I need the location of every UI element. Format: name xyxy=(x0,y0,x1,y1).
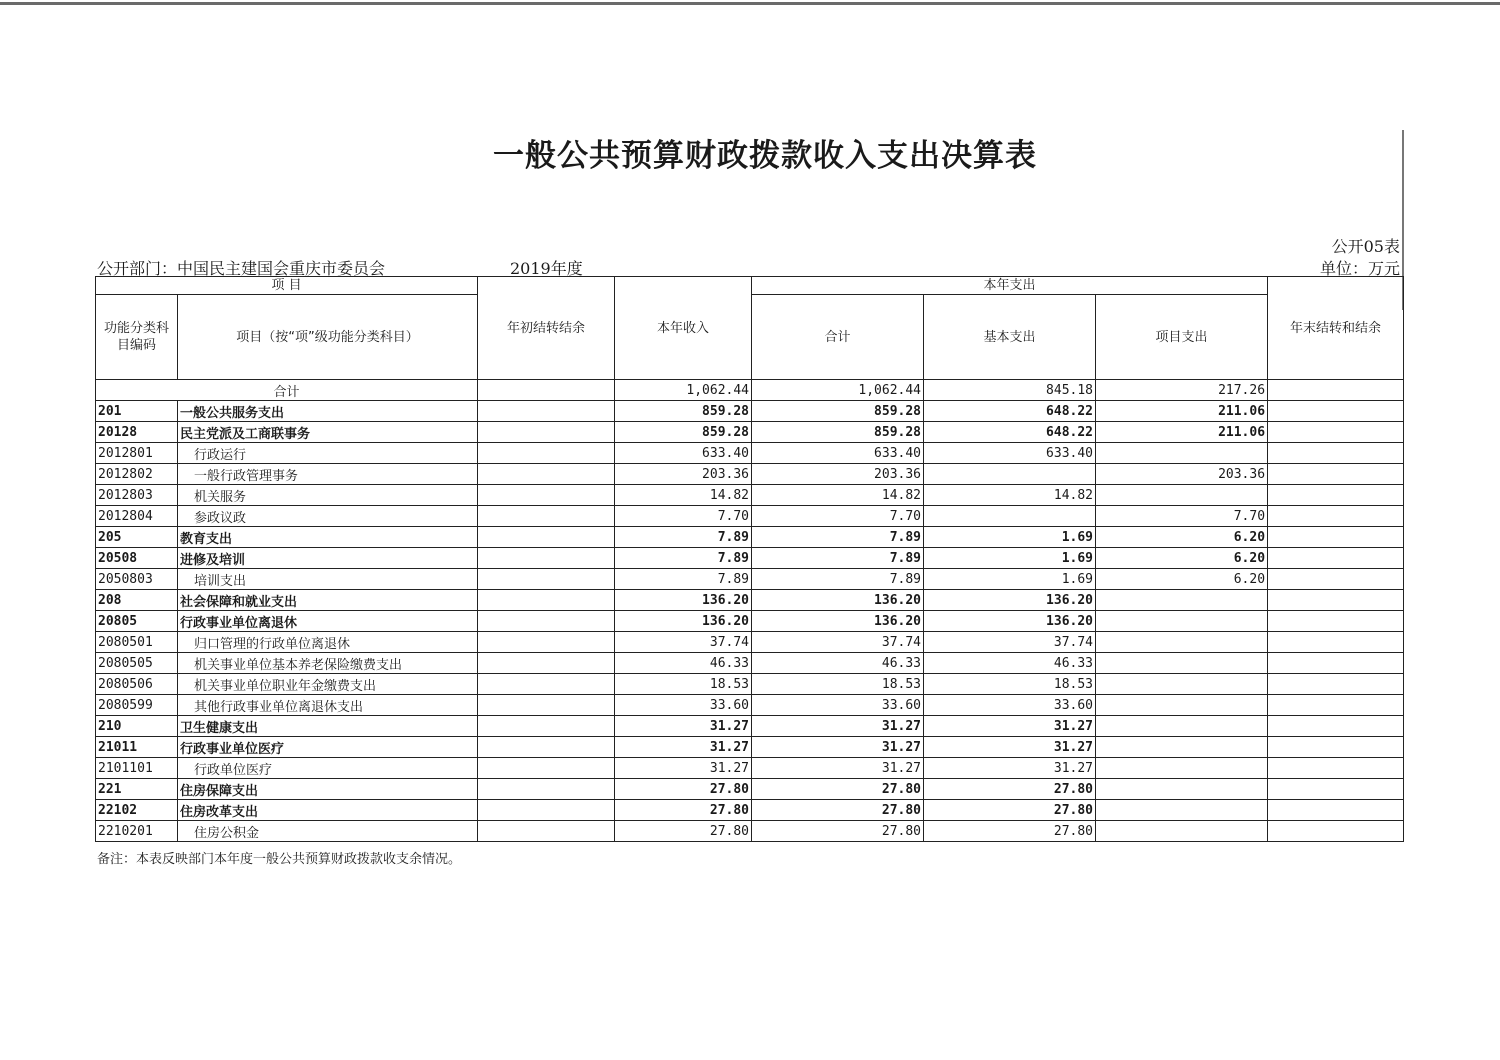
basic-expense-cell: 27.80 xyxy=(924,779,1096,800)
closing-cell xyxy=(1268,695,1404,716)
opening-balance-header: 年初结转结余 xyxy=(478,277,615,380)
table-row xyxy=(96,695,1404,716)
closing-cell xyxy=(1268,485,1404,506)
name-cell: 机关事业单位职业年金缴费支出 xyxy=(178,674,478,695)
project-expense-cell xyxy=(1096,632,1268,653)
opening-cell xyxy=(478,527,615,548)
opening-cell xyxy=(478,443,615,464)
expense-total-cell: 203.36 xyxy=(752,464,924,485)
opening-cell xyxy=(478,464,615,485)
code-cell: 2080505 xyxy=(96,653,178,674)
name-cell: 住房保障支出 xyxy=(178,779,478,800)
table-row xyxy=(96,485,1404,506)
basic-expense-cell: 136.20 xyxy=(924,611,1096,632)
basic-expense-cell: 1.69 xyxy=(924,569,1096,590)
opening-cell xyxy=(478,758,615,779)
expense-total-cell: 31.27 xyxy=(752,758,924,779)
income-cell: 31.27 xyxy=(615,716,752,737)
basic-expense-cell: 46.33 xyxy=(924,653,1096,674)
name-cell: 卫生健康支出 xyxy=(178,716,478,737)
opening-cell xyxy=(478,611,615,632)
code-cell: 2012802 xyxy=(96,464,178,485)
income-cell: 136.20 xyxy=(615,611,752,632)
expense-total-cell: 136.20 xyxy=(752,590,924,611)
opening-cell xyxy=(478,401,615,422)
expense-total-cell: 7.89 xyxy=(752,527,924,548)
income-cell: 31.27 xyxy=(615,758,752,779)
code-cell: 2080599 xyxy=(96,695,178,716)
expense-total-cell: 46.33 xyxy=(752,653,924,674)
name-cell: 机关事业单位基本养老保险缴费支出 xyxy=(178,653,478,674)
total-income-cell: 1,062.44 xyxy=(615,380,752,401)
basic-expense-cell: 136.20 xyxy=(924,590,1096,611)
expense-total-cell: 14.82 xyxy=(752,485,924,506)
closing-cell xyxy=(1268,779,1404,800)
income-cell: 31.27 xyxy=(615,737,752,758)
table-body xyxy=(96,380,1404,842)
closing-cell xyxy=(1268,590,1404,611)
expense-total-cell: 31.27 xyxy=(752,716,924,737)
income-cell: 7.70 xyxy=(615,506,752,527)
project-expense-cell xyxy=(1096,485,1268,506)
closing-cell xyxy=(1268,548,1404,569)
item-group-header: 项 目 xyxy=(96,277,478,295)
code-cell: 221 xyxy=(96,779,178,800)
closing-cell xyxy=(1268,674,1404,695)
income-cell: 27.80 xyxy=(615,779,752,800)
expense-total-cell: 27.80 xyxy=(752,821,924,842)
table-row xyxy=(96,800,1404,821)
closing-cell xyxy=(1268,464,1404,485)
basic-expense-cell: 31.27 xyxy=(924,758,1096,779)
income-cell: 7.89 xyxy=(615,527,752,548)
basic-expense-header: 基本支出 xyxy=(924,295,1096,380)
opening-cell xyxy=(478,506,615,527)
basic-expense-cell: 633.40 xyxy=(924,443,1096,464)
code-cell: 2012803 xyxy=(96,485,178,506)
name-header: 项目（按“项”级功能分类科目） xyxy=(178,295,478,380)
income-cell: 37.74 xyxy=(615,632,752,653)
basic-expense-cell: 31.27 xyxy=(924,737,1096,758)
expense-total-cell: 7.70 xyxy=(752,506,924,527)
closing-cell xyxy=(1268,569,1404,590)
total-expense-cell: 1,062.44 xyxy=(752,380,924,401)
code-header: 功能分类科目编码 xyxy=(96,295,178,380)
basic-expense-cell: 648.22 xyxy=(924,422,1096,443)
income-cell: 136.20 xyxy=(615,590,752,611)
total-closing-cell xyxy=(1268,380,1404,401)
table-row xyxy=(96,821,1404,842)
table-row xyxy=(96,401,1404,422)
table-row xyxy=(96,758,1404,779)
opening-cell xyxy=(478,737,615,758)
income-cell: 27.80 xyxy=(615,821,752,842)
basic-expense-cell: 648.22 xyxy=(924,401,1096,422)
name-cell: 进修及培训 xyxy=(178,548,478,569)
name-cell: 行政事业单位医疗 xyxy=(178,737,478,758)
basic-expense-cell: 14.82 xyxy=(924,485,1096,506)
name-cell: 培训支出 xyxy=(178,569,478,590)
project-expense-header: 项目支出 xyxy=(1096,295,1268,380)
project-expense-cell: 203.36 xyxy=(1096,464,1268,485)
closing-cell xyxy=(1268,527,1404,548)
closing-cell xyxy=(1268,653,1404,674)
project-expense-cell xyxy=(1096,674,1268,695)
footnote: 备注：本表反映部门本年度一般公共预算财政拨款收支余情况。 xyxy=(97,852,462,867)
name-cell: 行政单位医疗 xyxy=(178,758,478,779)
expense-total-cell: 18.53 xyxy=(752,674,924,695)
code-cell: 20805 xyxy=(96,611,178,632)
department-label: 公开部门：中国民主建国会重庆市委员会 xyxy=(97,259,386,278)
income-cell: 859.28 xyxy=(615,401,752,422)
table-row xyxy=(96,779,1404,800)
name-cell: 教育支出 xyxy=(178,527,478,548)
table-row xyxy=(96,506,1404,527)
basic-expense-cell: 27.80 xyxy=(924,800,1096,821)
code-cell: 2080506 xyxy=(96,674,178,695)
code-cell: 22102 xyxy=(96,800,178,821)
expense-total-cell: 859.28 xyxy=(752,401,924,422)
closing-balance-header: 年末结转和结余 xyxy=(1268,277,1404,380)
opening-cell xyxy=(478,653,615,674)
name-cell: 归口管理的行政单位离退休 xyxy=(178,632,478,653)
income-cell: 14.82 xyxy=(615,485,752,506)
income-cell: 203.36 xyxy=(615,464,752,485)
code-cell: 210 xyxy=(96,716,178,737)
expense-total-cell: 633.40 xyxy=(752,443,924,464)
closing-cell xyxy=(1268,716,1404,737)
budget-table xyxy=(95,276,1404,842)
opening-cell xyxy=(478,422,615,443)
name-cell: 行政事业单位离退休 xyxy=(178,611,478,632)
income-cell: 33.60 xyxy=(615,695,752,716)
opening-cell xyxy=(478,590,615,611)
closing-cell xyxy=(1268,758,1404,779)
income-cell: 859.28 xyxy=(615,422,752,443)
code-cell: 20508 xyxy=(96,548,178,569)
expense-total-cell: 136.20 xyxy=(752,611,924,632)
table-row xyxy=(96,443,1404,464)
project-expense-cell xyxy=(1096,800,1268,821)
name-cell: 社会保障和就业支出 xyxy=(178,590,478,611)
name-cell: 住房改革支出 xyxy=(178,800,478,821)
name-cell: 机关服务 xyxy=(178,485,478,506)
closing-cell xyxy=(1268,422,1404,443)
basic-expense-cell: 27.80 xyxy=(924,821,1096,842)
name-cell: 一般公共服务支出 xyxy=(178,401,478,422)
income-cell: 46.33 xyxy=(615,653,752,674)
income-cell: 633.40 xyxy=(615,443,752,464)
opening-cell xyxy=(478,548,615,569)
project-expense-cell: 7.70 xyxy=(1096,506,1268,527)
basic-expense-cell: 18.53 xyxy=(924,674,1096,695)
name-cell: 参政议政 xyxy=(178,506,478,527)
name-cell: 住房公积金 xyxy=(178,821,478,842)
table-row xyxy=(96,590,1404,611)
form-number: 公开05表 xyxy=(1331,237,1400,256)
closing-cell xyxy=(1268,401,1404,422)
fiscal-year-label: 2019年度 xyxy=(510,259,583,278)
document-title: 一般公共预算财政拨款收入支出决算表 xyxy=(493,138,1037,174)
expense-total-cell: 27.80 xyxy=(752,800,924,821)
table-row xyxy=(96,611,1404,632)
income-cell: 27.80 xyxy=(615,800,752,821)
table-row xyxy=(96,716,1404,737)
project-expense-cell: 6.20 xyxy=(1096,569,1268,590)
total-project-cell: 217.26 xyxy=(1096,380,1268,401)
table-row xyxy=(96,653,1404,674)
table-row xyxy=(96,527,1404,548)
table-row xyxy=(96,632,1404,653)
income-cell: 7.89 xyxy=(615,548,752,569)
basic-expense-cell: 31.27 xyxy=(924,716,1096,737)
closing-cell xyxy=(1268,506,1404,527)
project-expense-cell xyxy=(1096,695,1268,716)
opening-cell xyxy=(478,674,615,695)
table-row xyxy=(96,737,1404,758)
expense-total-header: 合计 xyxy=(752,295,924,380)
project-expense-cell xyxy=(1096,821,1268,842)
table-row xyxy=(96,548,1404,569)
total-opening-cell xyxy=(478,380,615,401)
opening-cell xyxy=(478,485,615,506)
basic-expense-cell: 33.60 xyxy=(924,695,1096,716)
opening-cell xyxy=(478,569,615,590)
project-expense-cell xyxy=(1096,590,1268,611)
basic-expense-cell xyxy=(924,464,1096,485)
expense-total-cell: 37.74 xyxy=(752,632,924,653)
opening-cell xyxy=(478,779,615,800)
expense-total-cell: 7.89 xyxy=(752,569,924,590)
expense-total-cell: 859.28 xyxy=(752,422,924,443)
opening-cell xyxy=(478,716,615,737)
project-expense-cell: 6.20 xyxy=(1096,548,1268,569)
code-cell: 2080501 xyxy=(96,632,178,653)
project-expense-cell xyxy=(1096,737,1268,758)
basic-expense-cell: 1.69 xyxy=(924,527,1096,548)
table-row xyxy=(96,464,1404,485)
scan-border-top xyxy=(0,2,1500,5)
income-cell: 7.89 xyxy=(615,569,752,590)
income-cell: 18.53 xyxy=(615,674,752,695)
closing-cell xyxy=(1268,611,1404,632)
project-expense-cell: 6.20 xyxy=(1096,527,1268,548)
total-row xyxy=(96,380,1404,401)
table-row xyxy=(96,674,1404,695)
code-cell: 201 xyxy=(96,401,178,422)
name-cell: 其他行政事业单位离退休支出 xyxy=(178,695,478,716)
closing-cell xyxy=(1268,821,1404,842)
total-label: 合计 xyxy=(96,380,478,401)
code-cell: 2101101 xyxy=(96,758,178,779)
project-expense-cell xyxy=(1096,611,1268,632)
closing-cell xyxy=(1268,632,1404,653)
opening-cell xyxy=(478,632,615,653)
code-cell: 2012801 xyxy=(96,443,178,464)
closing-cell xyxy=(1268,443,1404,464)
code-cell: 2050803 xyxy=(96,569,178,590)
project-expense-cell xyxy=(1096,443,1268,464)
expense-group-header: 本年支出 xyxy=(752,277,1268,295)
name-cell: 行政运行 xyxy=(178,443,478,464)
expense-total-cell: 7.89 xyxy=(752,548,924,569)
table-row xyxy=(96,569,1404,590)
code-cell: 20128 xyxy=(96,422,178,443)
project-expense-cell: 211.06 xyxy=(1096,422,1268,443)
name-cell: 一般行政管理事务 xyxy=(178,464,478,485)
basic-expense-cell: 1.69 xyxy=(924,548,1096,569)
expense-total-cell: 33.60 xyxy=(752,695,924,716)
total-basic-cell: 845.18 xyxy=(924,380,1096,401)
opening-cell xyxy=(478,800,615,821)
table-row xyxy=(96,422,1404,443)
code-cell: 2210201 xyxy=(96,821,178,842)
name-cell: 民主党派及工商联事务 xyxy=(178,422,478,443)
code-cell: 205 xyxy=(96,527,178,548)
project-expense-cell xyxy=(1096,653,1268,674)
expense-total-cell: 31.27 xyxy=(752,737,924,758)
closing-cell xyxy=(1268,737,1404,758)
income-header: 本年收入 xyxy=(615,277,752,380)
project-expense-cell: 211.06 xyxy=(1096,401,1268,422)
closing-cell xyxy=(1268,800,1404,821)
basic-expense-cell: 37.74 xyxy=(924,632,1096,653)
project-expense-cell xyxy=(1096,716,1268,737)
basic-expense-cell xyxy=(924,506,1096,527)
unit-label: 单位：万元 xyxy=(1319,259,1400,278)
code-cell: 21011 xyxy=(96,737,178,758)
code-cell: 2012804 xyxy=(96,506,178,527)
project-expense-cell xyxy=(1096,779,1268,800)
opening-cell xyxy=(478,821,615,842)
expense-total-cell: 27.80 xyxy=(752,779,924,800)
opening-cell xyxy=(478,695,615,716)
project-expense-cell xyxy=(1096,758,1268,779)
code-cell: 208 xyxy=(96,590,178,611)
